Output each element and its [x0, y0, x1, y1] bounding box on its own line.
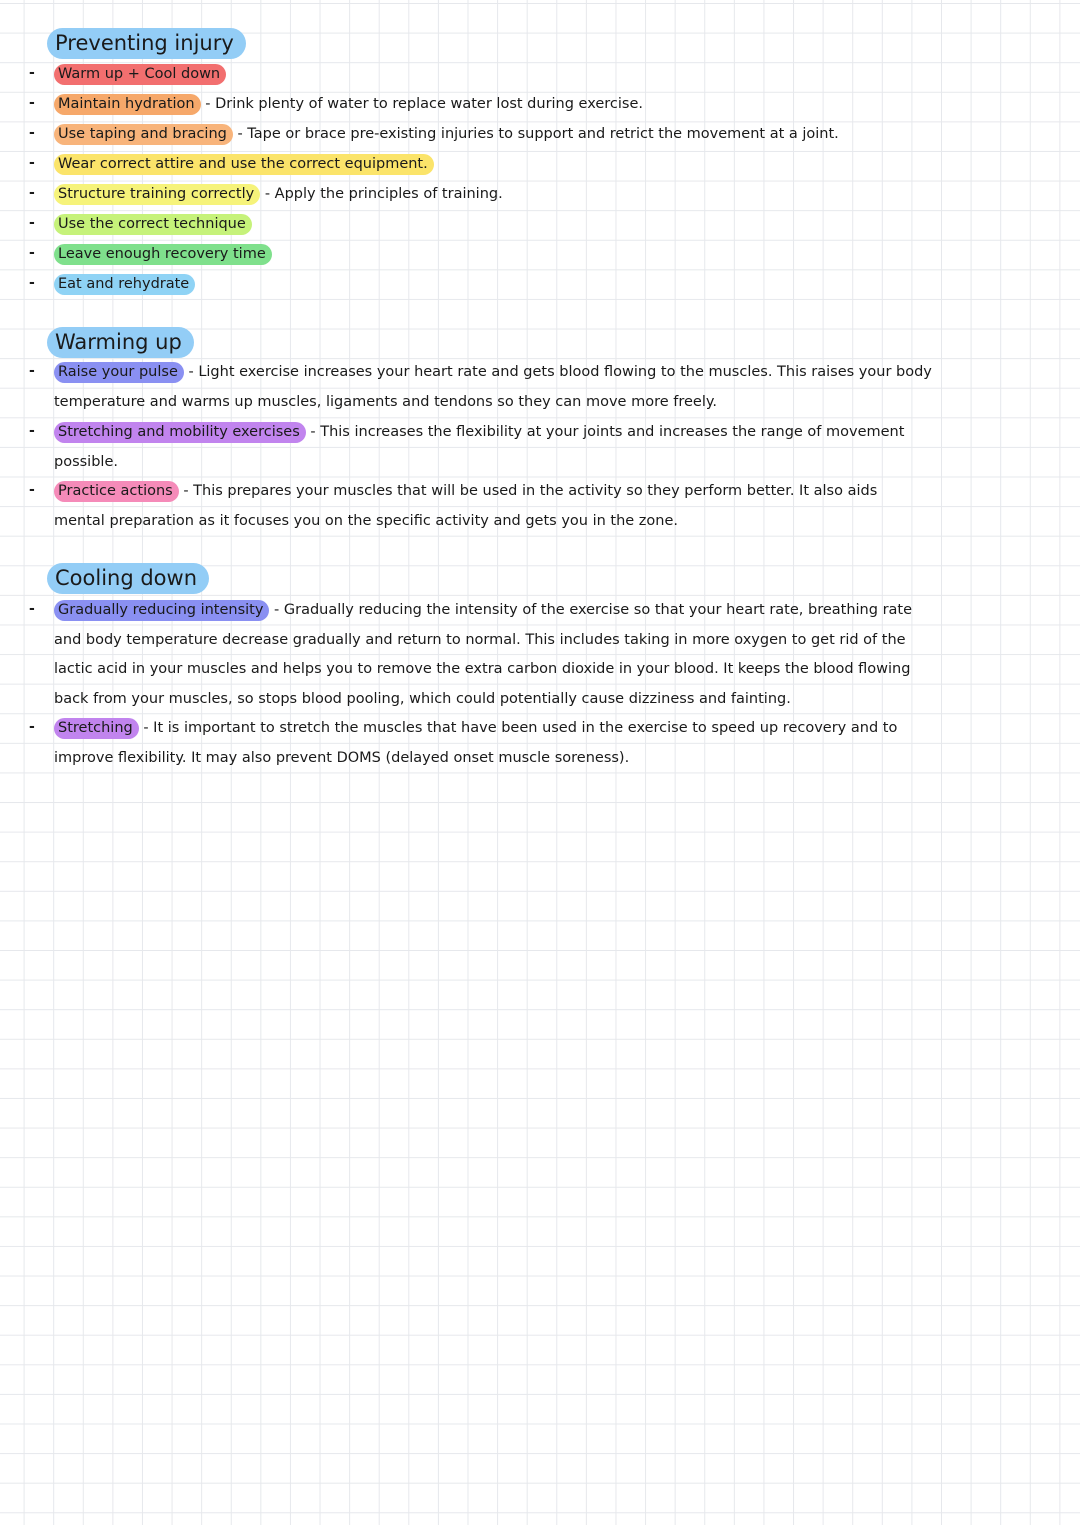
- list-item: [54, 184, 503, 205]
- item-text-continued: mental preparation as it focuses you on the specific activity and gets you in the zone.: [54, 513, 679, 529]
- list-item: [54, 244, 272, 265]
- highlight-label: Practice actions: [54, 481, 179, 502]
- bullet-dash: -: [29, 95, 35, 111]
- bullet-dash: -: [29, 125, 35, 141]
- list-item: [54, 718, 897, 739]
- item-text-continued: and body temperature decrease gradually and return to normal. This includes taking in more oxygen to get rid of the: [54, 632, 906, 648]
- item-text: - This prepares your muscles that will be used in the activity so they perform better. It also aids: [183, 483, 878, 499]
- list-item: [54, 362, 932, 383]
- bullet-dash: -: [29, 245, 35, 261]
- highlight-label: Maintain hydration: [54, 94, 201, 115]
- highlight-label: Use taping and bracing: [54, 124, 233, 145]
- bullet-dash: -: [29, 65, 35, 81]
- item-text: - Light exercise increases your heart rate and gets blood flowing to the muscles. This raises your body: [188, 364, 932, 380]
- item-text: - This increases the flexibility at your joints and increases the range of movement: [310, 424, 905, 440]
- item-text-continued: temperature and warms up muscles, ligaments and tendons so they can move more freely.: [54, 394, 717, 410]
- highlight-label: Gradually reducing intensity: [54, 600, 269, 621]
- highlight-label: Warm up + Cool down: [54, 64, 226, 85]
- section-title-preventing-injury: Preventing injury: [47, 28, 246, 59]
- bullet-dash: -: [29, 275, 35, 291]
- list-item: [54, 124, 839, 145]
- section-title-warming-up: Warming up: [47, 327, 194, 358]
- bullet-dash: -: [29, 601, 35, 617]
- bullet-dash: -: [29, 155, 35, 171]
- item-text-continued: possible.: [54, 454, 118, 470]
- bullet-dash: -: [29, 719, 35, 735]
- highlight-label: Use the correct technique: [54, 214, 252, 235]
- list-item: [54, 481, 877, 502]
- bullet-dash: -: [29, 423, 35, 439]
- list-item: [54, 274, 195, 295]
- highlight-label: Stretching and mobility exercises: [54, 422, 306, 443]
- item-text-continued: back from your muscles, so stops blood pooling, which could potentially cause dizziness and fainting.: [54, 691, 791, 707]
- item-text: - Apply the principles of training.: [264, 186, 503, 202]
- list-item: [54, 64, 226, 85]
- item-text: - Tape or brace pre-existing injuries to support and retrict the movement at a joint.: [237, 126, 839, 142]
- item-text-continued: lactic acid in your muscles and helps you to remove the extra carbon dioxide in your blood. It keeps the blood flowing: [54, 661, 911, 677]
- list-item: [54, 600, 912, 621]
- bullet-dash: -: [29, 185, 35, 201]
- section-title-cooling-down: Cooling down: [47, 563, 209, 594]
- item-text: - Gradually reducing the intensity of the exercise so that your heart rate, breathing rate: [274, 602, 913, 618]
- item-text: - Drink plenty of water to replace water lost during exercise.: [205, 96, 644, 112]
- bullet-dash: -: [29, 363, 35, 379]
- highlight-label: Raise your pulse: [54, 362, 184, 383]
- list-item: [54, 422, 904, 443]
- item-text-continued: improve flexibility. It may also prevent DOMS (delayed onset muscle soreness).: [54, 750, 630, 766]
- highlight-label: Wear correct attire and use the correct equipment.: [54, 154, 434, 175]
- highlight-label: Eat and rehydrate: [54, 274, 195, 295]
- bullet-dash: -: [29, 215, 35, 231]
- highlight-label: Leave enough recovery time: [54, 244, 272, 265]
- highlight-label: Stretching: [54, 718, 139, 739]
- highlight-label: Structure training correctly: [54, 184, 260, 205]
- list-item: [54, 214, 252, 235]
- item-text: - It is important to stretch the muscles that have been used in the exercise to speed up recovery and to: [143, 720, 898, 736]
- bullet-dash: -: [29, 482, 35, 498]
- list-item: [54, 154, 434, 175]
- list-item: [54, 94, 643, 115]
